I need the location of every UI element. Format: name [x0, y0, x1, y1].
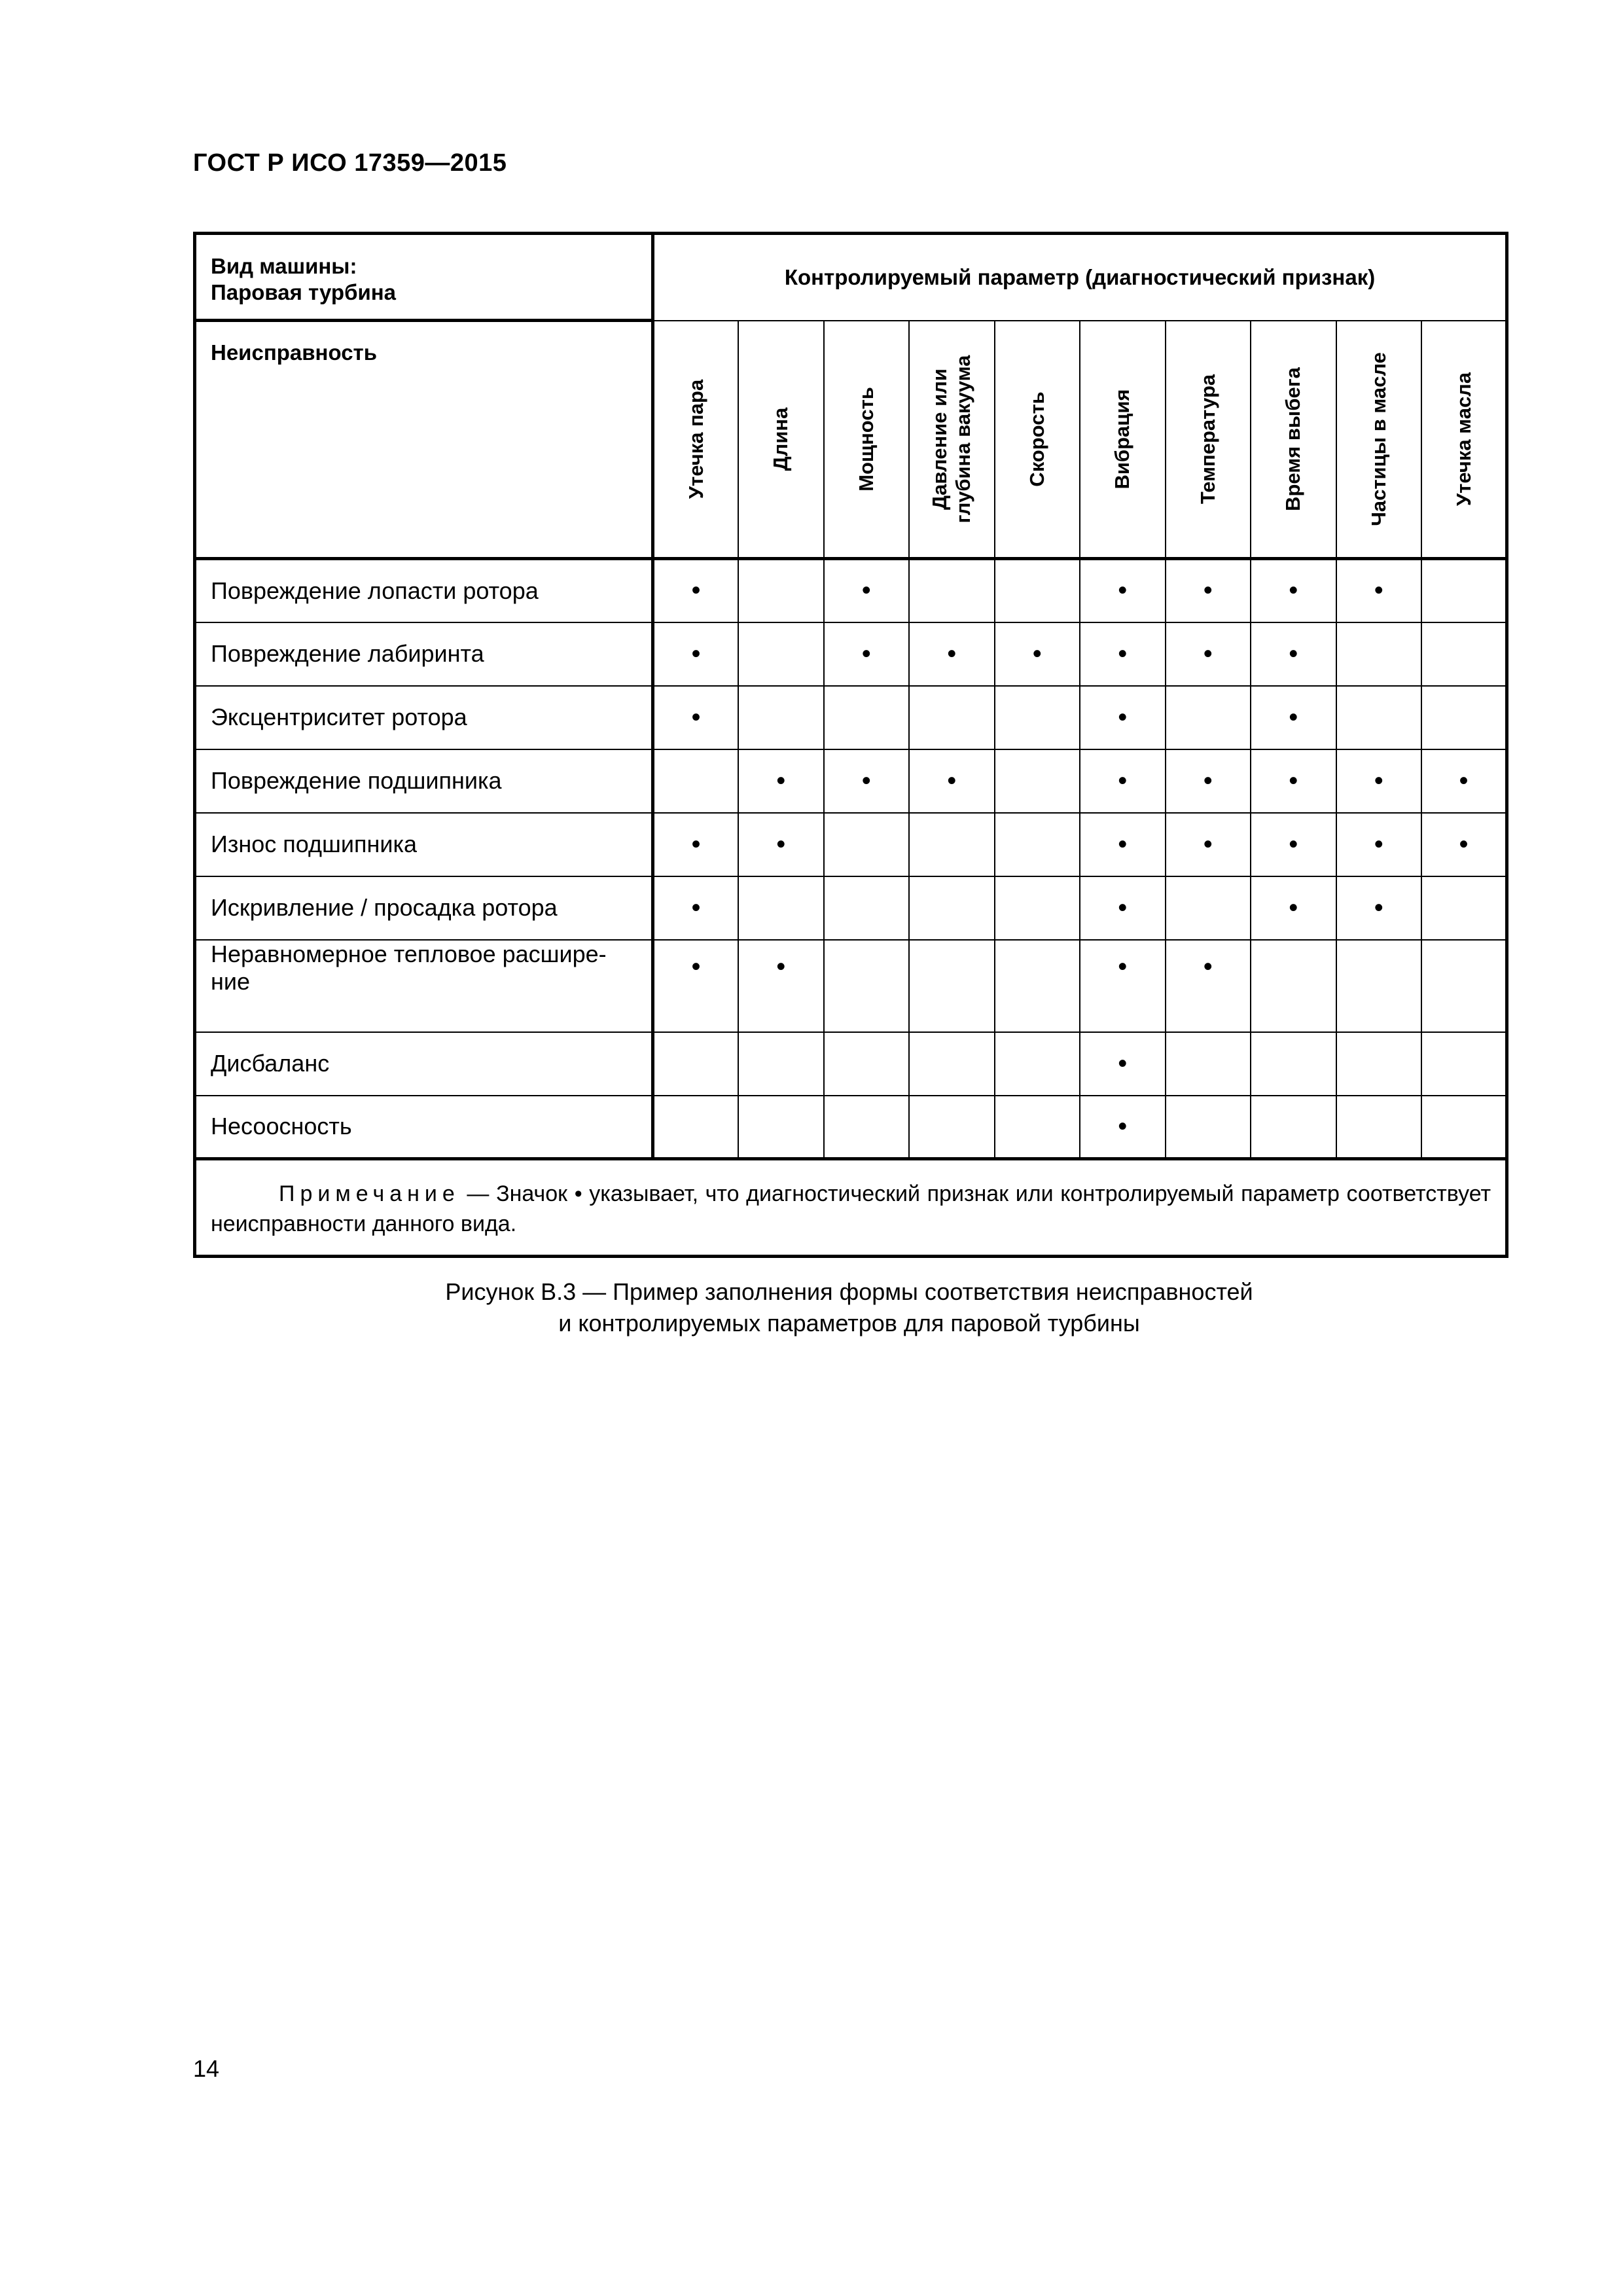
column-header-line: Частицы в масле: [1366, 351, 1390, 526]
column-header-label: [1026, 391, 1049, 486]
column-header-label: [769, 407, 793, 471]
column-header-6: [1080, 321, 1166, 559]
empty-cell: [1251, 940, 1336, 1032]
mark-cell: [1080, 813, 1166, 876]
bullet-mark: •: [691, 702, 701, 732]
column-header-line: Давление или: [928, 368, 952, 510]
mark-cell: [1080, 940, 1166, 1032]
note-cell: [195, 1159, 1507, 1257]
mark-cell: [1421, 813, 1507, 876]
bullet-mark: •: [1118, 829, 1128, 859]
mark-cell: [1166, 813, 1251, 876]
empty-cell: [1166, 1096, 1251, 1159]
fault-name: Дисбаланс: [195, 1032, 653, 1096]
bullet-mark: •: [1118, 893, 1128, 922]
mark-cell: [1166, 622, 1251, 686]
fault-name: Неравномерное тепловое расшире- ние: [195, 940, 653, 1032]
fault-name: Повреждение лабиринта: [195, 622, 653, 686]
bullet-mark: •: [1289, 702, 1298, 732]
empty-cell: [1421, 876, 1507, 940]
empty-cell: [738, 876, 824, 940]
bullet-mark: •: [1459, 829, 1469, 859]
fault-column-header: Неисправность: [195, 321, 653, 559]
column-header-label: [1452, 372, 1476, 506]
empty-cell: [738, 559, 824, 622]
mark-cell: [1251, 876, 1336, 940]
bullet-mark: •: [1289, 893, 1298, 922]
empty-cell: [1421, 940, 1507, 1032]
bullet-mark: •: [1118, 702, 1128, 732]
empty-cell: [1336, 940, 1422, 1032]
empty-cell: [995, 686, 1080, 749]
column-header-line: Длина: [769, 407, 793, 471]
bullet-mark: •: [1203, 829, 1213, 859]
empty-cell: [1166, 1032, 1251, 1096]
table-row: [195, 622, 1507, 686]
bullet-mark: •: [1203, 766, 1213, 795]
mark-cell: [1251, 749, 1336, 813]
bullet-mark: •: [776, 829, 786, 859]
bullet-mark: •: [1459, 766, 1469, 795]
table-row: [195, 559, 1507, 622]
mark-cell: [1251, 686, 1336, 749]
mark-cell: [738, 813, 824, 876]
param-group-title: Контролируемый параметр (диагностический признак): [653, 234, 1507, 321]
bullet-mark: •: [776, 952, 786, 981]
column-header-4: [909, 321, 995, 559]
bullet-mark: •: [861, 576, 871, 605]
mark-cell: [653, 940, 739, 1032]
table-row: [195, 876, 1507, 940]
empty-cell: [824, 1096, 910, 1159]
bullet-mark: •: [861, 766, 871, 795]
column-header-line: Температура: [1196, 374, 1219, 504]
mark-cell: [653, 876, 739, 940]
bullet-mark: •: [1289, 829, 1298, 859]
empty-cell: [738, 1096, 824, 1159]
mark-cell: [1080, 749, 1166, 813]
empty-cell: [738, 622, 824, 686]
table-row: [195, 940, 1507, 1032]
empty-cell: [1251, 1032, 1336, 1096]
empty-cell: [1336, 686, 1422, 749]
column-header-label: [855, 387, 878, 492]
mark-cell: [1336, 749, 1422, 813]
bullet-mark: •: [1118, 576, 1128, 605]
empty-cell: [1336, 622, 1422, 686]
mark-cell: [1421, 749, 1507, 813]
page-number: 14: [193, 2055, 220, 2082]
column-header-label: [685, 380, 708, 499]
empty-cell: [653, 749, 739, 813]
empty-cell: [909, 686, 995, 749]
column-header-1: [653, 321, 739, 559]
column-header-9: [1336, 321, 1422, 559]
mark-cell: [1080, 622, 1166, 686]
empty-cell: [909, 813, 995, 876]
column-header-label: [1111, 389, 1134, 489]
mark-cell: [1166, 749, 1251, 813]
empty-cell: [995, 749, 1080, 813]
mark-cell: [1336, 559, 1422, 622]
mark-cell: [653, 559, 739, 622]
column-header-line: Время выбега: [1281, 367, 1305, 511]
empty-cell: [909, 1096, 995, 1159]
table-row: [195, 686, 1507, 749]
column-header-line: Утечка пара: [684, 379, 707, 499]
mark-cell: [1080, 559, 1166, 622]
bullet-mark: •: [691, 952, 701, 981]
empty-cell: [995, 1096, 1080, 1159]
mark-cell: [1166, 559, 1251, 622]
empty-cell: [909, 940, 995, 1032]
mark-cell: [1251, 622, 1336, 686]
bullet-mark: •: [1118, 766, 1128, 795]
note-label: Примечание: [279, 1181, 460, 1206]
empty-cell: [995, 813, 1080, 876]
bullet-mark: •: [776, 766, 786, 795]
empty-cell: [909, 559, 995, 622]
column-header-label: [1367, 352, 1391, 526]
fault-name: Несоосность: [195, 1096, 653, 1159]
empty-cell: [1421, 1032, 1507, 1096]
empty-cell: [824, 813, 910, 876]
bullet-mark: •: [1289, 576, 1298, 605]
bullet-mark: •: [1118, 639, 1128, 668]
empty-cell: [824, 940, 910, 1032]
empty-cell: [995, 940, 1080, 1032]
bullet-mark: •: [691, 576, 701, 605]
bullet-mark: •: [861, 639, 871, 668]
table-row: [195, 813, 1507, 876]
note-text: — Значок • указывает, что диагностический признак или контролируемый параметр соответствует неисправности данного вида.: [211, 1181, 1491, 1236]
table-row: [195, 1096, 1507, 1159]
column-header-5: [995, 321, 1080, 559]
table-row: [195, 1032, 1507, 1096]
column-header-10: [1421, 321, 1507, 559]
caption-line-2: и контролируемых параметров для паровой турбины: [558, 1310, 1140, 1336]
table-body: [195, 234, 1507, 1257]
empty-cell: [653, 1096, 739, 1159]
empty-cell: [824, 876, 910, 940]
column-header-label: [928, 355, 975, 523]
bullet-mark: •: [1289, 766, 1298, 795]
mark-cell: [1080, 686, 1166, 749]
empty-cell: [1336, 1032, 1422, 1096]
empty-cell: [653, 1032, 739, 1096]
bullet-mark: •: [1032, 639, 1042, 668]
column-header-label: [1196, 374, 1220, 504]
bullet-mark: •: [691, 639, 701, 668]
column-header-line: Вибрация: [1111, 389, 1134, 490]
mark-cell: [824, 559, 910, 622]
machine-type: Паровая турбина: [211, 280, 397, 304]
mark-cell: [738, 749, 824, 813]
empty-cell: [909, 1032, 995, 1096]
column-header-label: [1281, 367, 1305, 511]
mark-cell: [1336, 813, 1422, 876]
column-header-2: [738, 321, 824, 559]
fault-name: Повреждение лопасти ротора: [195, 559, 653, 622]
mark-cell: [1251, 813, 1336, 876]
column-header-line: Мощность: [854, 386, 878, 492]
bullet-mark: •: [691, 893, 701, 922]
bullet-mark: •: [691, 829, 701, 859]
mark-cell: [653, 813, 739, 876]
bullet-mark: •: [1374, 893, 1383, 922]
bullet-mark: •: [1118, 1049, 1128, 1078]
fault-name: Эксцентриситет ротора: [195, 686, 653, 749]
fault-name: Повреждение подшипника: [195, 749, 653, 813]
bullet-mark: •: [1203, 576, 1213, 605]
mark-cell: [909, 622, 995, 686]
bullet-mark: •: [1118, 952, 1128, 981]
bullet-mark: •: [1374, 766, 1383, 795]
table-row: [195, 749, 1507, 813]
empty-cell: [1166, 686, 1251, 749]
empty-cell: [738, 686, 824, 749]
bullet-mark: •: [1118, 1111, 1128, 1141]
empty-cell: [738, 1032, 824, 1096]
empty-cell: [1421, 622, 1507, 686]
column-header-line: глубина вакуума: [952, 355, 975, 524]
bullet-mark: •: [1374, 829, 1383, 859]
mark-cell: [824, 622, 910, 686]
mark-cell: [1166, 940, 1251, 1032]
empty-cell: [1166, 876, 1251, 940]
machine-label: Вид машины:: [211, 254, 357, 278]
column-header-8: [1251, 321, 1336, 559]
bullet-mark: •: [1374, 576, 1383, 605]
fault-parameter-table: [193, 232, 1508, 1258]
fault-name: Износ подшипника: [195, 813, 653, 876]
bullet-mark: •: [947, 639, 957, 668]
mark-cell: [1080, 876, 1166, 940]
empty-cell: [1421, 1096, 1507, 1159]
figure-caption: [193, 1276, 1505, 1339]
mark-cell: [1080, 1096, 1166, 1159]
mark-cell: [1336, 876, 1422, 940]
bullet-mark: •: [1203, 639, 1213, 668]
column-header-3: [824, 321, 910, 559]
mark-cell: [1251, 559, 1336, 622]
empty-cell: [995, 1032, 1080, 1096]
mark-cell: [909, 749, 995, 813]
machine-type-cell: [195, 234, 653, 321]
column-header-line: Скорость: [1025, 391, 1048, 487]
fault-name: Искривление / просадка ротора: [195, 876, 653, 940]
empty-cell: [824, 1032, 910, 1096]
empty-cell: [1336, 1096, 1422, 1159]
header-row-2: [195, 321, 1507, 559]
empty-cell: [1421, 559, 1507, 622]
mark-cell: [1080, 1032, 1166, 1096]
bullet-mark: •: [947, 766, 957, 795]
document-header: ГОСТ Р ИСО 17359—2015: [193, 149, 507, 177]
mark-cell: [995, 622, 1080, 686]
caption-line-1: Рисунок В.3 — Пример заполнения формы соответствия неисправностей: [445, 1278, 1253, 1305]
mark-cell: [653, 686, 739, 749]
empty-cell: [995, 876, 1080, 940]
empty-cell: [1421, 686, 1507, 749]
empty-cell: [1251, 1096, 1336, 1159]
bullet-mark: •: [1203, 952, 1213, 981]
mark-cell: [824, 749, 910, 813]
empty-cell: [909, 876, 995, 940]
mark-cell: [653, 622, 739, 686]
column-header-line: Утечка масла: [1452, 372, 1475, 506]
bullet-mark: •: [1289, 639, 1298, 668]
empty-cell: [995, 559, 1080, 622]
note-row: [195, 1159, 1507, 1257]
empty-cell: [824, 686, 910, 749]
header-row-1: [195, 234, 1507, 321]
mark-cell: [738, 940, 824, 1032]
column-header-7: [1166, 321, 1251, 559]
